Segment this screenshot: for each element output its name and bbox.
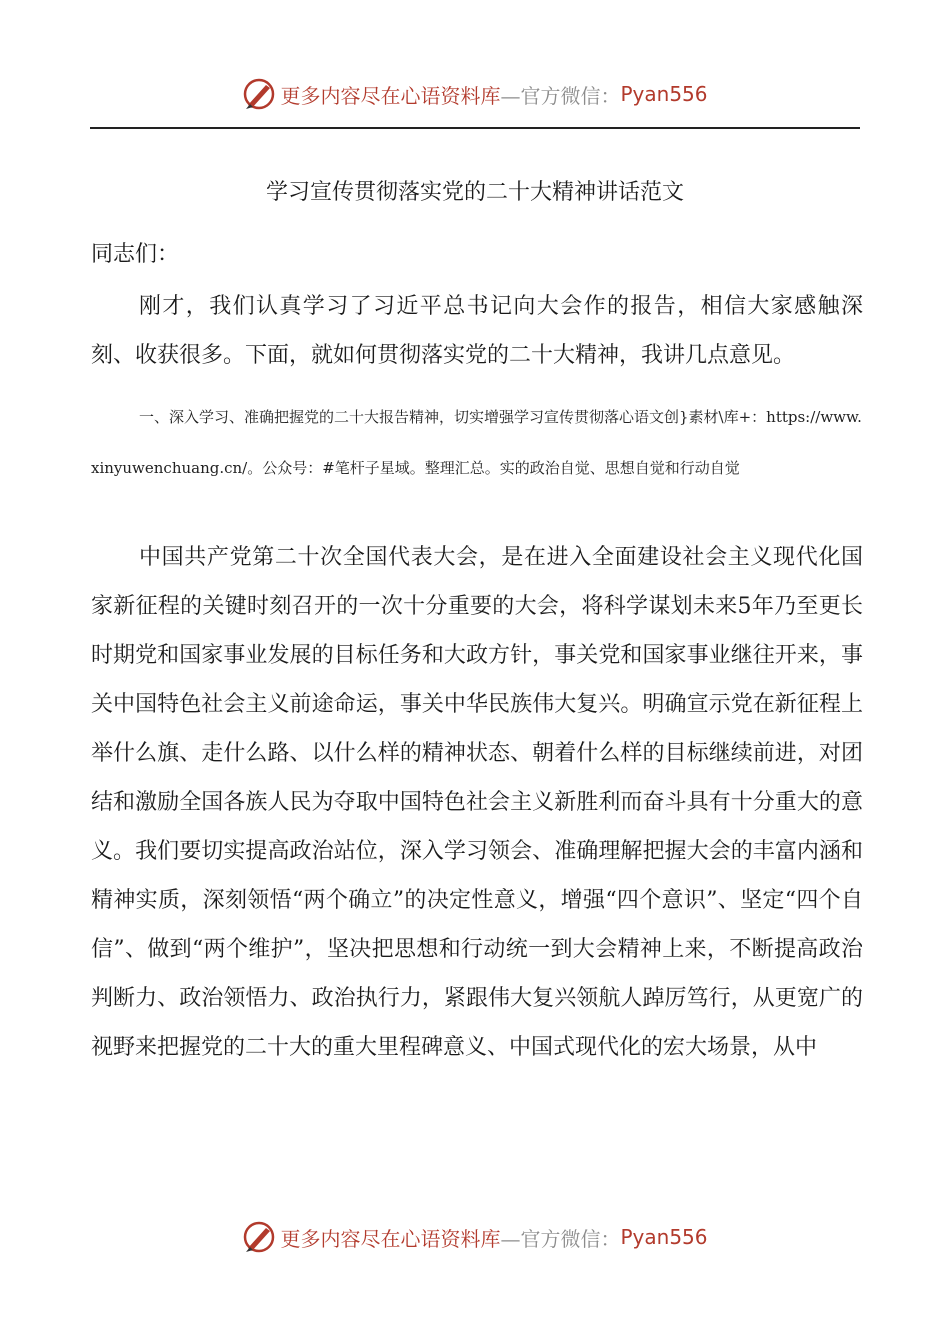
footer-dash-text: —官方微信： bbox=[500, 1226, 621, 1251]
banner-wechat-id: Pyan556 bbox=[620, 82, 708, 106]
header-banner bbox=[0, 72, 950, 116]
banner-brand-text: 更多内容尽在心语资料库 bbox=[280, 83, 501, 108]
section-heading-1: 一、深入学习、准确把握党的二十大报告精神，切实增强学习宣传贯彻落心语文创}素材\库+：https://www.xinyuwenchuang.cn/。公众号：#笔杆子星域。整理汇总。实的政治自觉、思想自觉和行动自觉 bbox=[91, 408, 862, 477]
footer-banner bbox=[0, 1215, 950, 1259]
footer-brand-text: 更多内容尽在心语资料库 bbox=[280, 1226, 501, 1251]
header-divider bbox=[90, 127, 860, 129]
paragraph-intro: 刚才，我们认真学习了习近平总书记向大会作的报告，相信大家感触深刻、收获很多。下面，就如何贯彻落实党的二十大精神，我讲几点意见。 bbox=[91, 294, 863, 368]
document-title: 学习宣传贯彻落实党的二十大精神讲话范文 bbox=[265, 180, 684, 205]
pen-circle-logo-icon bbox=[242, 77, 276, 111]
footer-wechat-id: Pyan556 bbox=[620, 1225, 708, 1249]
salutation: 同志们： bbox=[91, 242, 180, 267]
banner-dash-text: —官方微信： bbox=[500, 83, 621, 108]
pen-circle-logo-icon bbox=[242, 1220, 276, 1254]
paragraph-body: 中国共产党第二十次全国代表大会，是在进入全面建设社会主义现代化国家新征程的关键时刻召开的一次十分重要的大会，将科学谋划未来5年乃至更长时期党和国家事业发展的目标任务和大政方针，事关党和国家事业继往开来，事关中国特色社会主义前途命运，事关中华民族伟大复兴。明确宣示党在新征程上举什么旗、走什么路、以什么样的精神状态、朝着什么样的目标继续前进，对团结和激励全国各族人民为夺取中国特色社会主义新胜利而奋斗具有十分重大的意义。我们要切实提高政治站位，深入学习领会、准确理解把握大会的丰富内涵和精神实质，深刻领悟“两个确立”的决定性意义，增强“四个意识”、坚定“四个自信”、做到“两个维护”，坚决把思想和行动统一到大会精神上来，不断提高政治判断力、政治领悟力、政治执行力，紧跟伟大复兴领航人踔厉笃行，从更宽广的视野来把握党的二十大的重大里程碑意义、中国式现代化的宏大场景，从中 bbox=[91, 545, 863, 1060]
